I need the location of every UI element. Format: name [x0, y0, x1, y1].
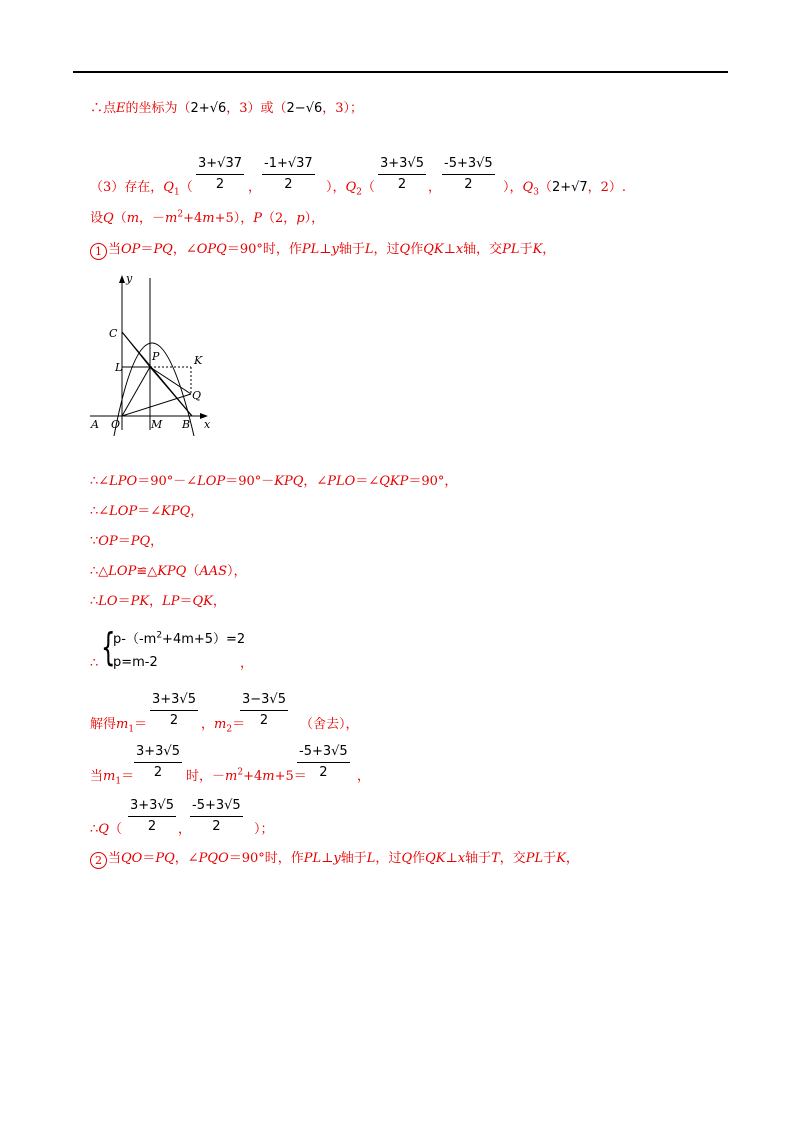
- system-eq1: $p-(-m^2+4m+5)=2$: [113, 630, 246, 647]
- label-c: C: [109, 327, 118, 340]
- line-e-coordinates: ∴点E的坐标为（2+√6，3）或（2−√6，3）；: [90, 101, 364, 116]
- q3-label: ），$Q_3(2+√7$，2）.: [503, 180, 627, 198]
- header-rule: [73, 71, 728, 73]
- label-p: P: [152, 350, 160, 363]
- coord-2-plus-sqrt6: 2+√6: [190, 101, 227, 116]
- q1-x-fraction: 3+√37 2: [198, 156, 242, 192]
- line-when-m1: 当$m_1=$: [90, 769, 135, 787]
- comma-text: ，: [248, 180, 262, 195]
- discard-note: （舍去），: [300, 717, 359, 732]
- line-expression: 时，$-m^2+4m+5=$: [186, 767, 307, 784]
- coord-2-minus-sqrt6: 2−√6: [286, 101, 323, 116]
- system-tail: ，: [240, 656, 254, 671]
- line-part3-exists: （3）存在，$Q_1$（: [90, 180, 193, 198]
- geometry-figure: [88, 270, 228, 436]
- label-m: M: [151, 418, 163, 431]
- line-m2: ，$m_2=$: [201, 717, 246, 735]
- case-number-1: 1: [90, 243, 107, 260]
- line-angle-lop: ∴∠LOP＝∠KPQ，: [90, 504, 204, 519]
- q2-label: ），$Q_2$（: [326, 180, 375, 198]
- system-therefore: ∴: [90, 656, 99, 671]
- line-set-q-p: 设Q（m，$-m^2+4m+5$），P（2，p），: [90, 209, 325, 226]
- m2-fraction: 3−3√5 2: [242, 692, 286, 728]
- y-axis-arrow: [119, 275, 125, 283]
- m1-fraction: 3+3√5 2: [152, 692, 196, 728]
- line-op-pq: ∵OP＝PQ，: [90, 534, 164, 549]
- case-number-2: 2: [90, 852, 107, 869]
- label-q: Q: [192, 389, 202, 402]
- m1-value-fraction: 3+3√5 2: [136, 744, 180, 780]
- line-congruent: ∴△LOP≌△KPQ（AAS），: [90, 564, 247, 579]
- q1-y-fraction: -1+√37 2: [264, 156, 313, 192]
- label-b: B: [182, 418, 191, 431]
- comma-text: ，: [428, 180, 442, 195]
- label-x: x: [204, 418, 211, 431]
- label-l: L: [115, 361, 123, 374]
- label-k: K: [194, 354, 203, 367]
- comma-text: ，: [178, 822, 192, 837]
- system-eq2: p=m-2: [113, 655, 158, 670]
- line-solve-m: 解得$m_1=$: [90, 717, 148, 735]
- line-lo-pk: ∴LO＝PK，LP＝QK，: [90, 594, 226, 609]
- y-value-fraction: -5+3√5 2: [299, 744, 348, 780]
- q2-y-fraction: -5+3√5 2: [444, 156, 493, 192]
- closing-text: ）；: [254, 822, 274, 837]
- line-case-1: 1 当OP＝PQ，∠OPQ＝90°时，作PL⊥y轴于L，过Q作QK⊥x轴，交PL于K，: [90, 242, 555, 260]
- label-a: A: [91, 418, 99, 431]
- line-q-result: ∴Q（: [90, 822, 122, 837]
- q-x-fraction: 3+3√5 2: [130, 798, 174, 834]
- line-angle-lpo: ∴∠LPO＝90°－∠LOP＝90°－KPQ，∠PLO＝∠QKP＝90°，: [90, 474, 458, 489]
- label-y: y: [126, 272, 133, 285]
- line-case-2: 2 当QO＝PQ，∠PQO＝90°时，作PL⊥y轴于L，过Q作QK⊥x轴于T，交PL于K，: [90, 851, 579, 869]
- segment-pb: [150, 367, 192, 416]
- line-tail: ，: [357, 769, 371, 784]
- system-brace: {: [101, 625, 116, 669]
- q-y-fraction: -5+3√5 2: [192, 798, 241, 834]
- label-o: O: [111, 418, 121, 431]
- q2-x-fraction: 3+3√5 2: [380, 156, 424, 192]
